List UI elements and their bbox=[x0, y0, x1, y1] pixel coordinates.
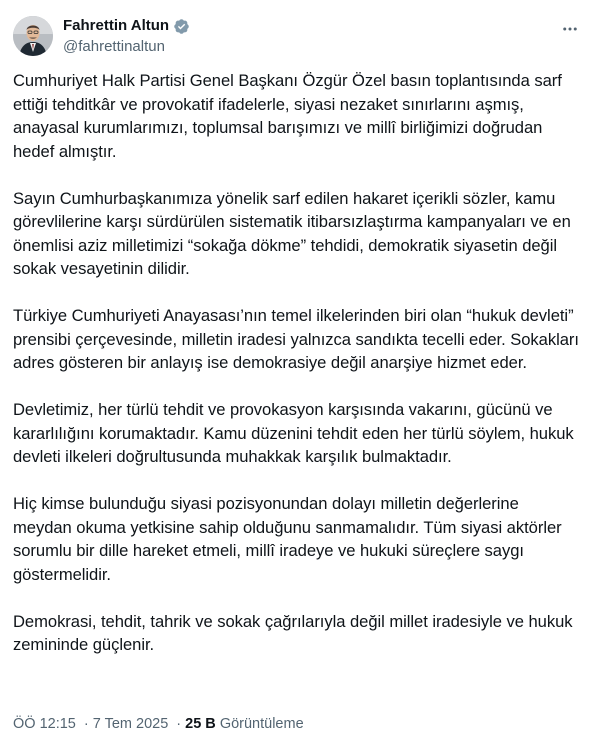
meta-separator: · bbox=[83, 716, 89, 732]
avatar[interactable] bbox=[13, 16, 53, 56]
name-row bbox=[63, 17, 190, 35]
display-name[interactable]: Fahrettin Altun bbox=[63, 17, 170, 34]
tweet-paragraph: Türkiye Cumhuriyeti Anayasası’nın temel ilkelerinden biri olan “hukuk devleti” prensibi çerçevesinde, milletin iradesi yalnızca sandıkta tecelli eder. Sokakları adres gösteren bir anlayış ise demokrasiye değil anarşiye hizmet eder. bbox=[13, 306, 579, 372]
user-handle[interactable]: @fahrettinaltun bbox=[63, 38, 165, 55]
tweet-paragraph: Devletimiz, her türlü tehdit ve provokasyon karşısında vakarını, gücünü ve kararlılığını korumaktadır. Kamu düzenini tehdit eden her türlü söylem, hukuk devleti ilkeleri doğrultusunda muhakkak karşılık bulmaktadır. bbox=[13, 400, 574, 466]
tweet-paragraph: Cumhuriyet Halk Partisi Genel Başkanı Özgür Özel basın toplantısında sarf ettiği tehditkâr ve provokatif ifadelerle, siyasi nezaket sınırlarını aşmış, anayasal kurumlarımızı, toplumsal barışımızı ve millî birliğimizi doğrudan hedef almıştır. bbox=[13, 71, 562, 161]
more-options-button[interactable] bbox=[559, 18, 581, 40]
meta-separator: · bbox=[176, 716, 182, 732]
tweet-paragraph: Hiç kimse bulunduğu siyasi pozisyonundan dolayı milletin değerlerine meydan okuma yetkisine sahip olduğunu sanmamalıdır. Tüm siyasi aktörler sorumlu bir dille hareket etmeli, millî iradeye ve hukuki süreçlere saygı göstermelidir. bbox=[13, 494, 562, 584]
tweet-meta bbox=[13, 714, 304, 734]
more-icon bbox=[561, 20, 579, 38]
tweet-date[interactable]: 7 Tem 2025 bbox=[92, 716, 169, 732]
avatar-image bbox=[13, 16, 53, 56]
views-label: Görüntüleme bbox=[219, 716, 304, 732]
tweet-paragraph: Sayın Cumhurbaşkanımıza yönelik sarf edilen hakaret içerikli sözler, kamu görevlilerine karşı sürdürülen sistematik itibarsızlaştırma kampanyaları ve en önemlisi aziz milletimizi “sokağa dökme” tehdidi, demokratik siyasetin değil sokak vesayetinin dilidir. bbox=[13, 188, 571, 278]
tweet-time[interactable]: ÖÖ 12:15 bbox=[13, 716, 76, 732]
tweet-paragraph: Demokrasi, tehdit, tahrik ve sokak çağrılarıyla değil millet iradesiyle ve hukuk zemininde güçlenir. bbox=[13, 611, 573, 654]
tweet-header bbox=[13, 16, 587, 58]
verified-badge-icon bbox=[173, 18, 190, 35]
tweet-text bbox=[13, 69, 581, 680]
views-count[interactable]: 25 B bbox=[185, 716, 216, 732]
